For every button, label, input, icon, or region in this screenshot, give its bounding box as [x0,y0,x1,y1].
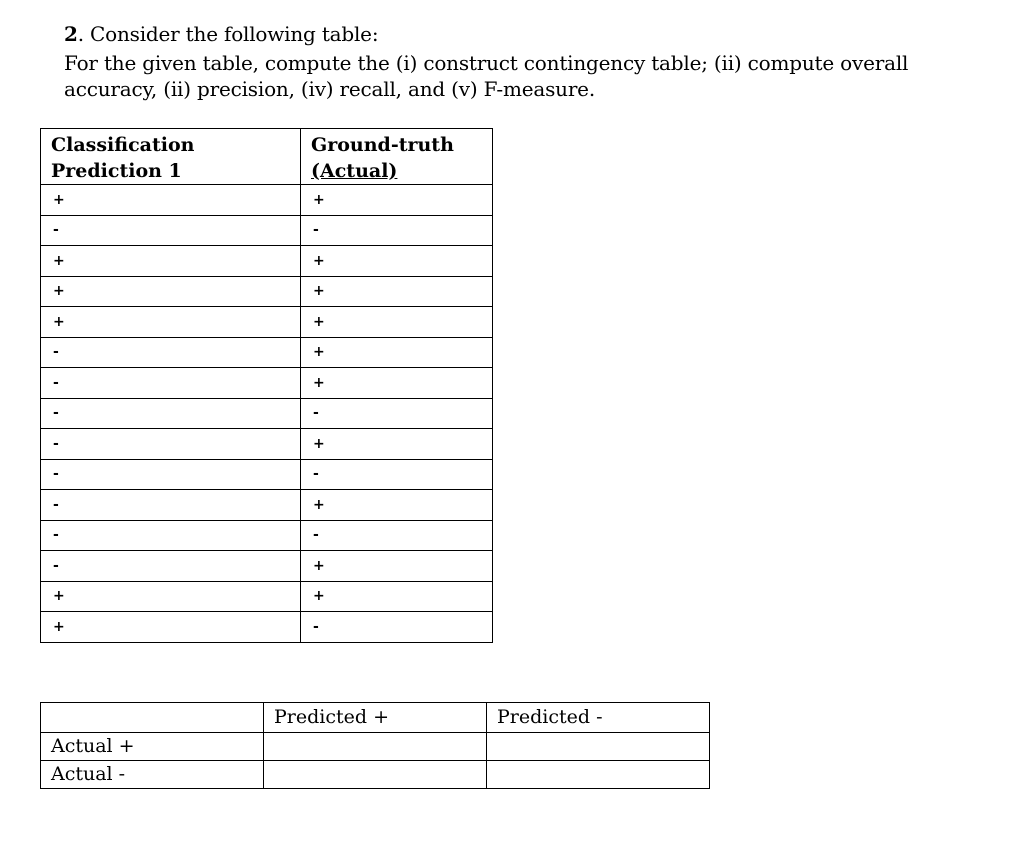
actual-cell: - [301,215,493,246]
actual-cell: - [301,398,493,429]
actual-positive-label: Actual + [41,733,264,761]
false-negative-cell[interactable] [487,733,710,761]
false-positive-cell[interactable] [264,761,487,789]
table-row [41,612,493,643]
question-text [64,20,1004,102]
table-row [41,551,493,582]
prediction-table [40,128,493,643]
question-line-1: . Consider the following table: [77,22,379,46]
actual-cell: + [301,307,493,338]
actual-cell: + [301,337,493,368]
ground-truth-header-line-2: (Actual) [311,160,398,182]
prediction-cell: - [41,429,301,460]
contingency-corner-cell [41,703,264,733]
table-row [41,581,493,612]
actual-cell: + [301,368,493,399]
question-number: 2 [64,22,78,46]
actual-cell: - [301,612,493,643]
prediction-cell: - [41,551,301,582]
question-line-2: For the given table, compute the (i) construct contingency table; (ii) compute overall accuracy, (ii) precision, (iv) recall, and (v) F-measure. [64,51,909,101]
table-row [41,185,493,216]
ground-truth-header-line-1: Ground-truth [311,134,454,156]
actual-cell: + [301,490,493,521]
prediction-cell: - [41,215,301,246]
table-row [41,307,493,338]
prediction-cell: + [41,307,301,338]
prediction-cell: - [41,398,301,429]
prediction-table-header [41,129,493,185]
prediction-cell: - [41,490,301,521]
prediction-cell: + [41,246,301,277]
table-row [41,337,493,368]
actual-cell: + [301,581,493,612]
prediction-cell: + [41,581,301,612]
prediction-cell: - [41,459,301,490]
prediction-cell: + [41,185,301,216]
contingency-table [40,702,710,789]
actual-positive-row [41,733,710,761]
prediction-header-line-1: Classification [51,134,195,156]
contingency-header-row [41,703,710,733]
actual-cell: + [301,185,493,216]
actual-cell: - [301,520,493,551]
table-row [41,398,493,429]
true-negative-cell[interactable] [487,761,710,789]
prediction-cell: - [41,520,301,551]
prediction-header-line-2: Prediction 1 [51,160,182,182]
prediction-cell: + [41,276,301,307]
actual-cell: + [301,429,493,460]
true-positive-cell[interactable] [264,733,487,761]
table-row [41,459,493,490]
ground-truth-column-header [301,129,493,185]
table-row [41,490,493,521]
predicted-positive-header: Predicted + [264,703,487,733]
actual-cell: + [301,551,493,582]
table-row [41,276,493,307]
predicted-negative-header: Predicted - [487,703,710,733]
actual-cell: - [301,459,493,490]
table-row [41,246,493,277]
prediction-cell: + [41,612,301,643]
prediction-cell: - [41,368,301,399]
prediction-column-header [41,129,301,185]
table-row [41,520,493,551]
actual-negative-label: Actual - [41,761,264,789]
actual-cell: + [301,246,493,277]
table-row [41,215,493,246]
table-row [41,368,493,399]
actual-cell: + [301,276,493,307]
actual-negative-row [41,761,710,789]
prediction-cell: - [41,337,301,368]
table-row [41,429,493,460]
